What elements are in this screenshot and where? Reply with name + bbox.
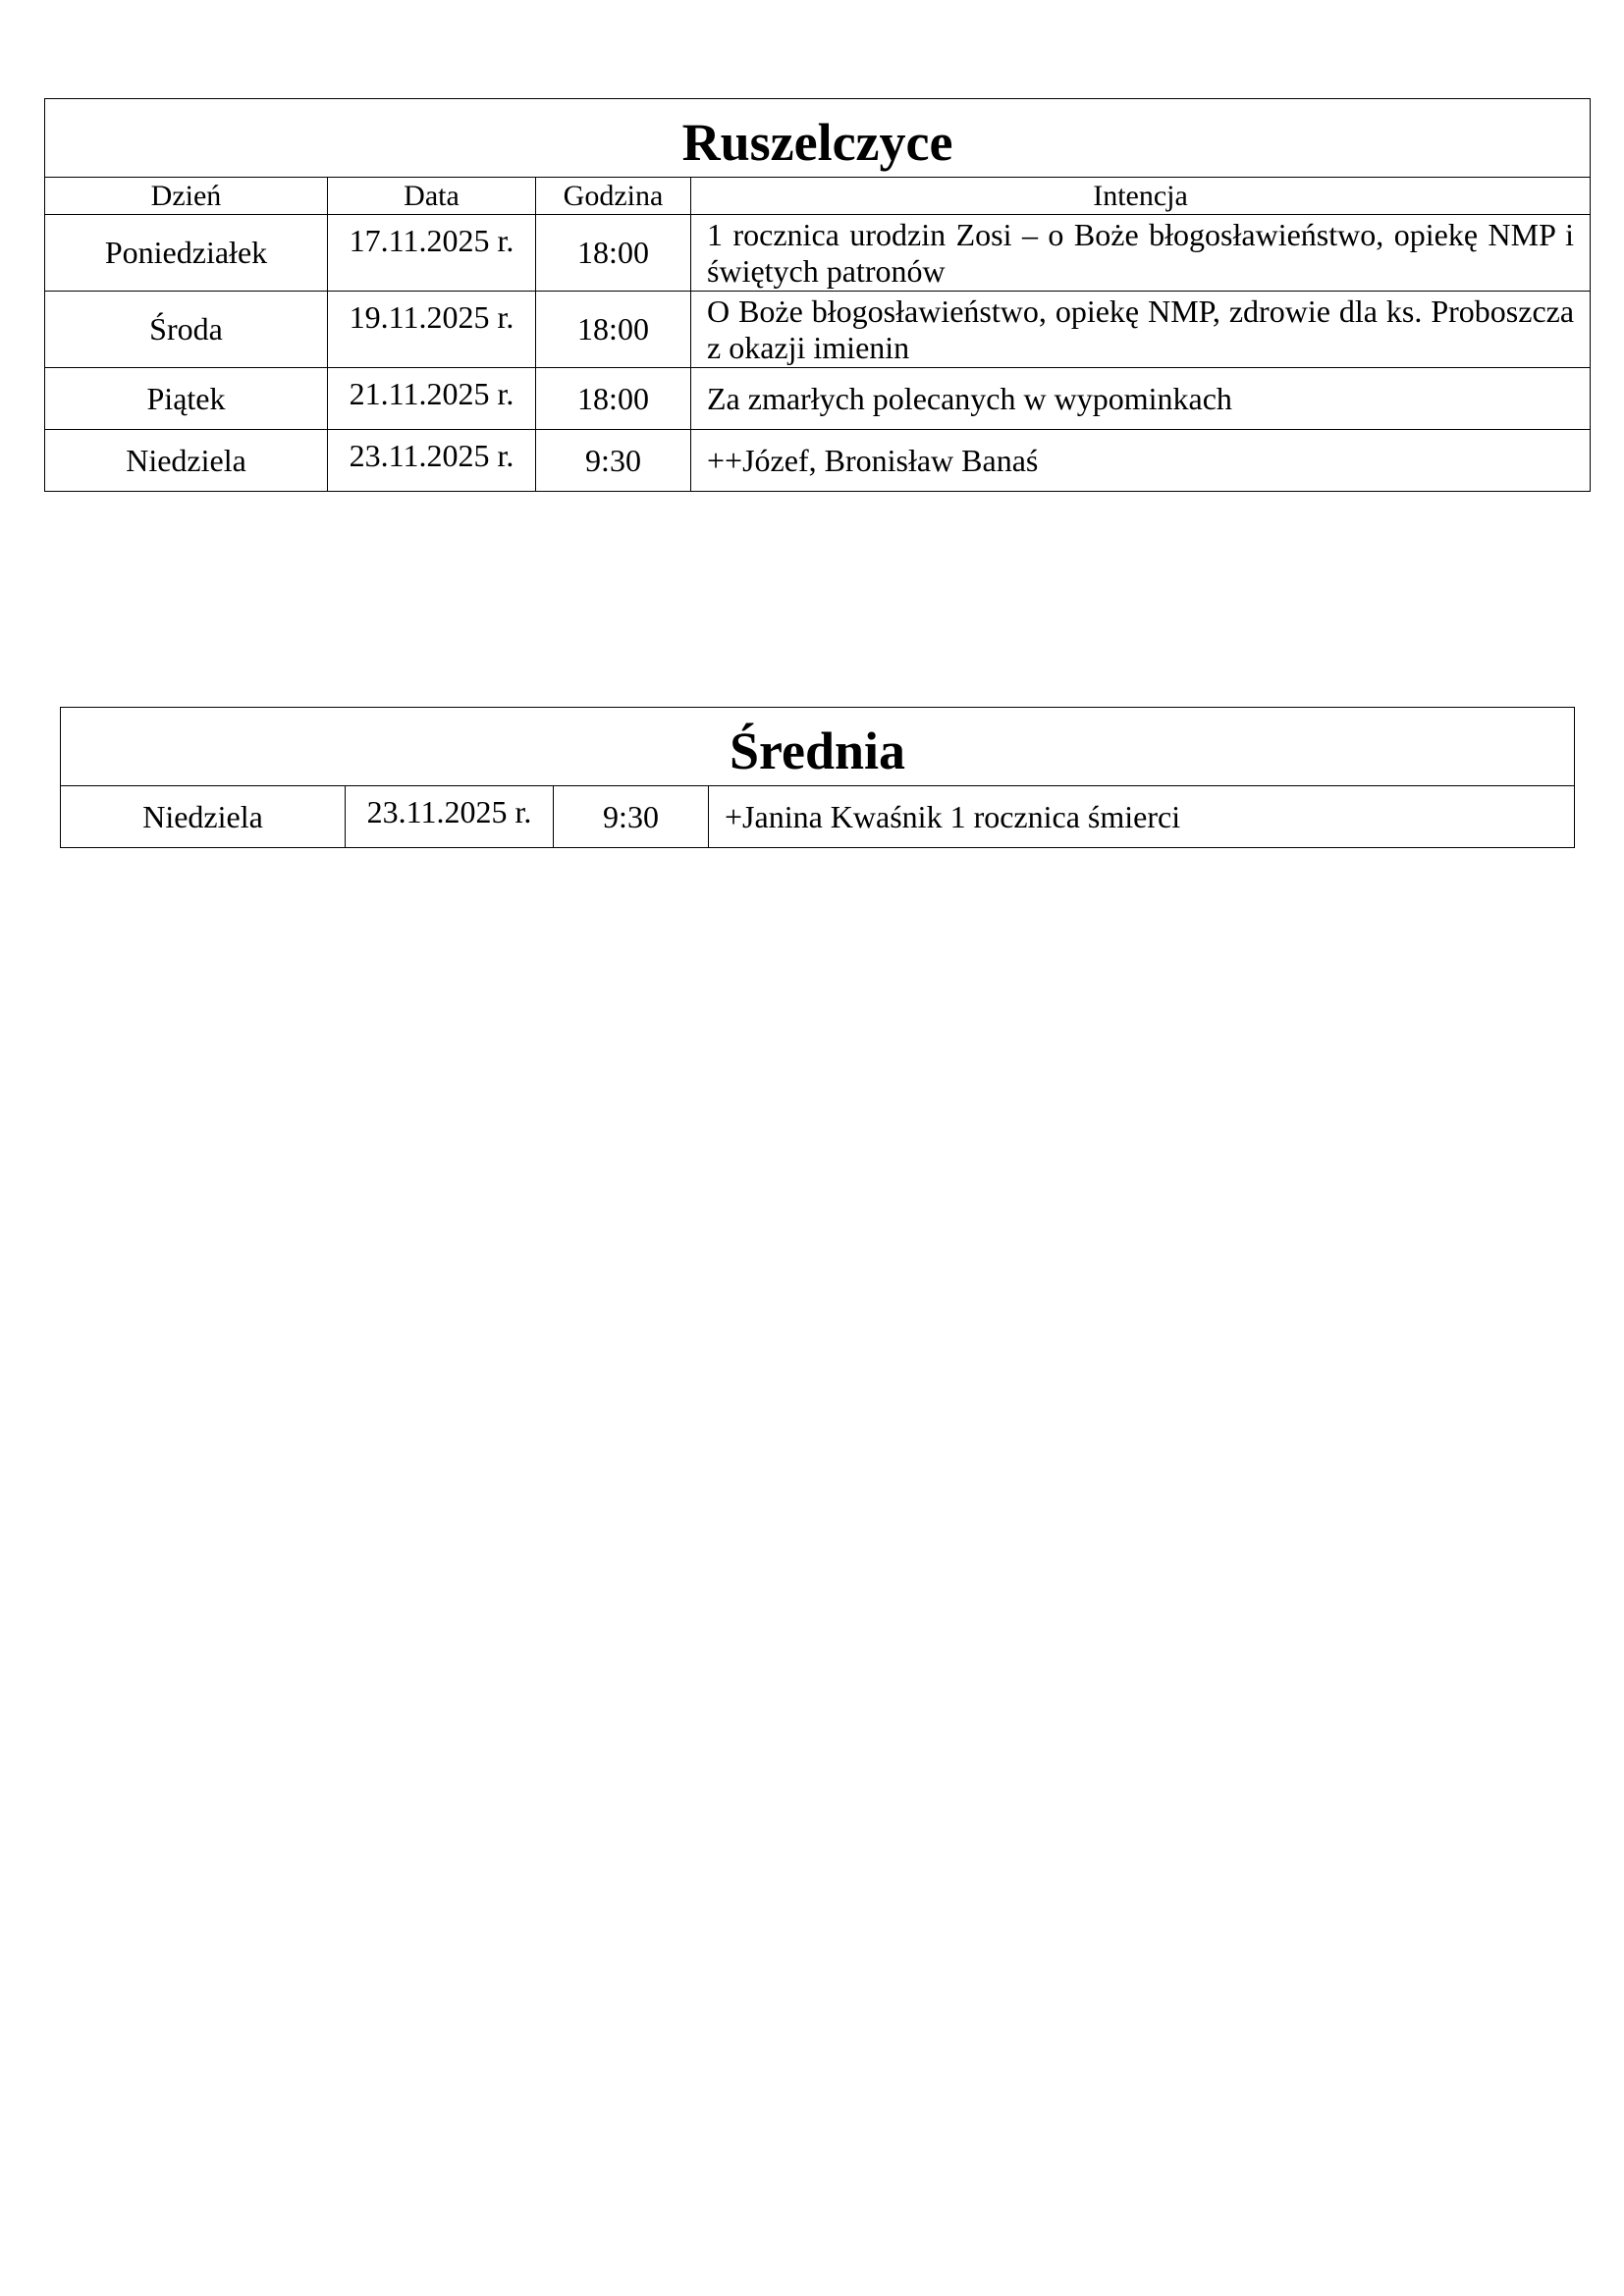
day-cell: Piątek [45,368,328,430]
column-header-day: Dzień [45,178,328,215]
day-cell: Poniedziałek [45,215,328,292]
date-cell: 23.11.2025 r. [328,430,536,492]
column-header-intention: Intencja [691,178,1591,215]
table-title-row [45,99,1591,178]
date-cell: 17.11.2025 r. [328,215,536,292]
time-cell: 18:00 [536,215,691,292]
table-row [45,368,1591,430]
mass-schedule-table-ruszelczyce [44,98,1591,492]
intention-cell: +Janina Kwaśnik 1 rocznica śmierci [709,786,1575,848]
table-title: Średnia [61,708,1575,786]
intention-cell: 1 rocznica urodzin Zosi – o Boże błogosławieństwo, opiekę NMP i świętych patronów [691,215,1591,292]
date-cell: 21.11.2025 r. [328,368,536,430]
day-cell: Środa [45,292,328,368]
intention-cell: ++Józef, Bronisław Banaś [691,430,1591,492]
table-row [45,430,1591,492]
table-row [61,786,1575,848]
table-title: Ruszelczyce [45,99,1591,178]
mass-schedule-table-srednia [60,707,1575,848]
intention-cell: O Boże błogosławieństwo, opiekę NMP, zdrowie dla ks. Proboszcza z okazji imienin [691,292,1591,368]
intention-cell: Za zmarłych polecanych w wypominkach [691,368,1591,430]
time-cell: 9:30 [536,430,691,492]
table-row [45,215,1591,292]
day-cell: Niedziela [45,430,328,492]
time-cell: 18:00 [536,368,691,430]
column-header-time: Godzina [536,178,691,215]
time-cell: 18:00 [536,292,691,368]
table-header-row [45,178,1591,215]
table-title-row [61,708,1575,786]
date-cell: 19.11.2025 r. [328,292,536,368]
date-cell: 23.11.2025 r. [346,786,554,848]
table-row [45,292,1591,368]
column-header-date: Data [328,178,536,215]
time-cell: 9:30 [554,786,709,848]
day-cell: Niedziela [61,786,346,848]
